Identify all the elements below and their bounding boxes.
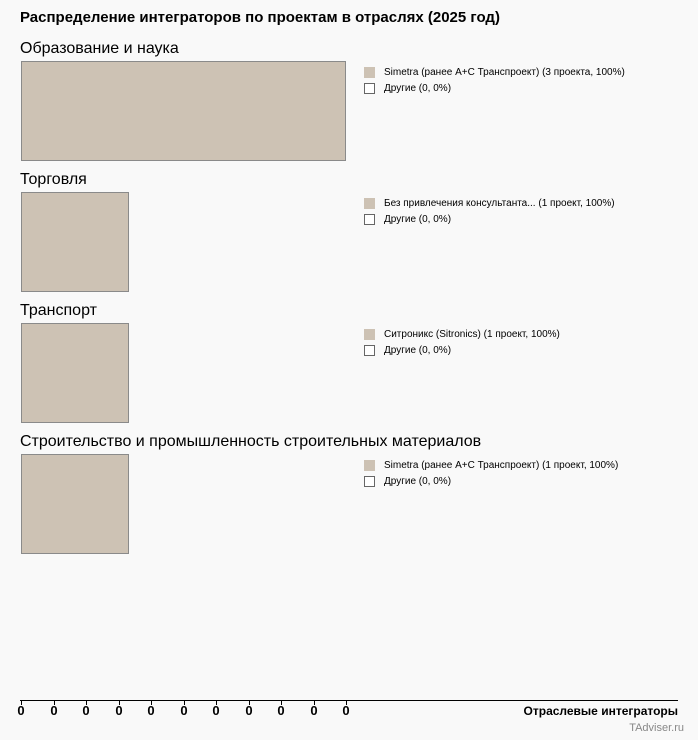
project-bar	[21, 61, 346, 161]
industry-section	[0, 171, 698, 302]
chart-title: Распределение интеграторов по проектам в отраслях (2025 год)	[20, 9, 500, 26]
legend-label: Другие (0, 0%)	[384, 83, 452, 94]
legend-label: Без привлечения консультанта... (1 проект, 100%)	[384, 198, 615, 209]
x-tick-label: 0	[277, 703, 285, 718]
industry-section	[0, 302, 698, 433]
industry-title: Транспорт	[20, 302, 97, 319]
x-tick-label: 0	[180, 703, 188, 718]
x-axis-title: Отраслевые интеграторы	[523, 704, 678, 718]
legend-swatch	[364, 476, 375, 487]
legend-label: Другие (0, 0%)	[384, 345, 452, 356]
industry-title: Образование и наука	[20, 40, 179, 57]
x-tick-label: 0	[342, 703, 350, 718]
x-tick-label: 0	[17, 703, 25, 718]
watermark: TAdviser.ru	[629, 722, 684, 734]
legend-swatch	[364, 214, 375, 225]
industry-section	[0, 433, 698, 564]
legend-swatch	[364, 83, 375, 94]
x-tick-label: 0	[82, 703, 90, 718]
legend-swatch	[364, 67, 375, 78]
legend-label: Simetra (ранее А+С Транспроект) (3 проекта, 100%)	[384, 67, 625, 78]
project-bar	[21, 454, 129, 554]
legend-label: Ситроникс (Sitronics) (1 проект, 100%)	[384, 329, 560, 340]
legend-swatch	[364, 329, 375, 340]
legend-label: Другие (0, 0%)	[384, 476, 452, 487]
industry-section	[0, 40, 698, 171]
project-bar	[21, 323, 129, 423]
legend-label: Другие (0, 0%)	[384, 214, 452, 225]
industry-title: Строительство и промышленность строительных материалов	[20, 433, 482, 450]
x-tick-label: 0	[147, 703, 155, 718]
x-tick-label: 0	[310, 703, 318, 718]
x-tick-label: 0	[115, 703, 123, 718]
legend-swatch	[364, 460, 375, 471]
legend-swatch	[364, 198, 375, 209]
legend-label: Simetra (ранее А+С Транспроект) (1 проект, 100%)	[384, 460, 619, 471]
x-tick-label: 0	[212, 703, 220, 718]
industry-title: Торговля	[20, 171, 87, 188]
project-bar	[21, 192, 129, 292]
x-tick-label: 0	[50, 703, 58, 718]
legend-swatch	[364, 345, 375, 356]
x-tick-label: 0	[245, 703, 253, 718]
